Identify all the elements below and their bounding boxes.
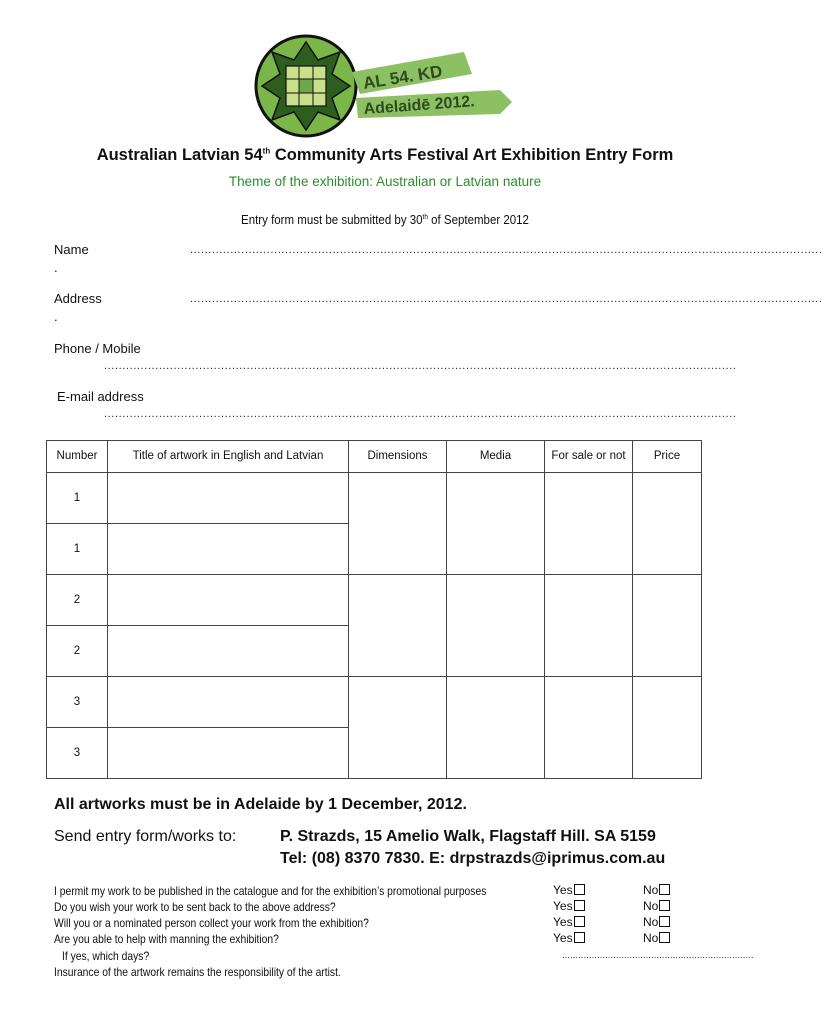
col-price: Price: [633, 441, 702, 473]
question-send-back: Do you wish your work to be sent back to the above address?: [54, 900, 336, 914]
artwork-table: [46, 440, 702, 779]
checkbox-icon[interactable]: [659, 916, 670, 927]
row-number: 3: [47, 677, 108, 728]
col-number: Number: [47, 441, 108, 473]
logo-line1: AL 54. KD: [361, 61, 444, 93]
dimensions-cell[interactable]: [349, 575, 447, 677]
row-number: 2: [47, 575, 108, 626]
price-cell[interactable]: [633, 677, 702, 779]
logo-line2: Adelaidē 2012.: [363, 93, 476, 118]
col-title: Title of artwork in English and Latvian: [108, 441, 349, 473]
phone-label: Phone / Mobile: [54, 341, 141, 356]
exhibition-theme: Theme of the exhibition: Australian or Latvian nature: [228, 174, 542, 189]
price-cell[interactable]: [633, 575, 702, 677]
submission-deadline: Entry form must be submitted by 30th of September 2012: [241, 213, 529, 227]
question-publish: I permit my work to be published in the catalogue and for the exhibition’s promotional purposes: [54, 884, 487, 898]
title-cell[interactable]: [108, 473, 349, 524]
for-sale-cell[interactable]: [545, 575, 633, 677]
row-number: 3: [47, 728, 108, 779]
days-question: If yes, which days?: [62, 949, 150, 963]
col-for-sale: For sale or not: [545, 441, 633, 473]
checkbox-icon[interactable]: [574, 932, 585, 943]
arrival-deadline-notice: All artworks must be in Adelaide by 1 December, 2012.: [54, 796, 467, 813]
price-cell[interactable]: [633, 473, 702, 575]
address-line1: P. Strazds, 15 Amelio Walk, Flagstaff Hill. SA 5159: [280, 828, 656, 845]
title-cell[interactable]: [108, 728, 349, 779]
name-label: Name: [54, 242, 89, 257]
for-sale-cell[interactable]: [545, 677, 633, 779]
question-collect: Will you or a nominated person collect your work from the exhibition?: [54, 916, 369, 930]
table-row: [47, 575, 702, 626]
email-field[interactable]: .............................................................................................................................................................................: [104, 408, 737, 420]
address-field[interactable]: .............................................................................................................................................................................: [190, 293, 823, 305]
checkbox-icon[interactable]: [574, 916, 585, 927]
media-cell[interactable]: [447, 575, 545, 677]
address-label: Address: [54, 291, 102, 306]
days-field[interactable]: .......................................................................: [562, 950, 754, 960]
checkbox-icon[interactable]: [574, 884, 585, 895]
no-option[interactable]: No: [643, 883, 670, 897]
address-line2: Tel: (08) 8370 7830. E: drpstrazds@iprimus.com.au: [280, 850, 666, 867]
checkbox-icon[interactable]: [659, 900, 670, 911]
send-label: Send entry form/works to:: [54, 828, 237, 845]
no-option[interactable]: No: [643, 931, 670, 945]
question-help: Are you able to help with manning the exhibition?: [54, 932, 279, 946]
media-cell[interactable]: [447, 677, 545, 779]
no-option[interactable]: No: [643, 915, 670, 929]
festival-logo: [254, 34, 514, 144]
yes-option[interactable]: Yes: [553, 883, 585, 897]
dimensions-cell[interactable]: [349, 677, 447, 779]
table-row: [47, 677, 702, 728]
row-number: 1: [47, 524, 108, 575]
col-dimensions: Dimensions: [349, 441, 447, 473]
table-row: [47, 473, 702, 524]
title-cell[interactable]: [108, 524, 349, 575]
phone-field[interactable]: .............................................................................................................................................................................: [104, 360, 737, 372]
insurance-note: Insurance of the artwork remains the responsibility of the artist.: [54, 965, 341, 979]
yes-option[interactable]: Yes: [553, 899, 585, 913]
form-title: Australian Latvian 54th Community Arts Festival Art Exhibition Entry Form: [96, 146, 674, 164]
yes-option[interactable]: Yes: [553, 931, 585, 945]
name-dot: .: [54, 260, 58, 275]
table-header-row: [47, 441, 702, 473]
title-cell[interactable]: [108, 677, 349, 728]
address-dot: .: [54, 309, 58, 324]
no-option[interactable]: No: [643, 899, 670, 913]
title-cell[interactable]: [108, 575, 349, 626]
checkbox-icon[interactable]: [659, 932, 670, 943]
row-number: 1: [47, 473, 108, 524]
yes-option[interactable]: Yes: [553, 915, 585, 929]
row-number: 2: [47, 626, 108, 677]
for-sale-cell[interactable]: [545, 473, 633, 575]
name-field[interactable]: .............................................................................................................................................................................: [190, 244, 823, 256]
checkbox-icon[interactable]: [659, 884, 670, 895]
email-label: E-mail address: [57, 389, 144, 404]
dimensions-cell[interactable]: [349, 473, 447, 575]
checkbox-icon[interactable]: [574, 900, 585, 911]
title-cell[interactable]: [108, 626, 349, 677]
col-media: Media: [447, 441, 545, 473]
media-cell[interactable]: [447, 473, 545, 575]
